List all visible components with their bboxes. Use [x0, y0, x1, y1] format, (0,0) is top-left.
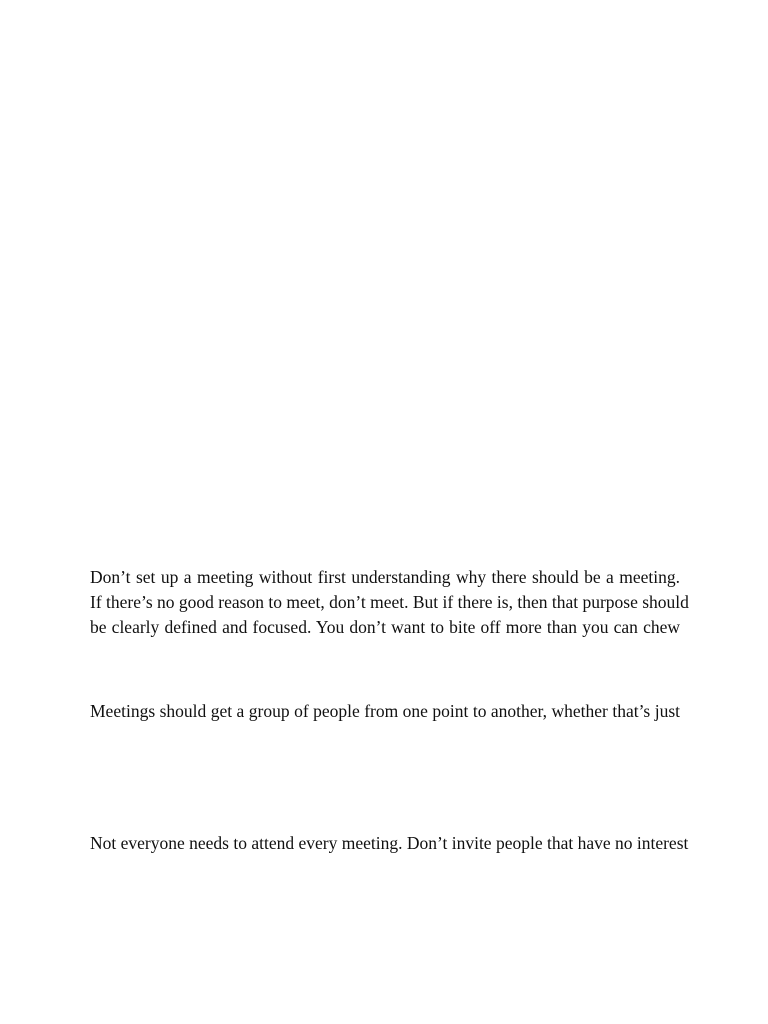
paragraph-meeting-attendees — [90, 831, 689, 856]
paragraph-line: Not everyone needs to attend every meeting. Don’t invite people that have no interest — [90, 833, 689, 853]
paragraph-meeting-purpose — [90, 565, 689, 640]
paragraph-line: be clearly defined and focused. You don’t want to bite off more than you can chew — [90, 617, 680, 637]
paragraph-line: Don’t set up a meeting without first understanding why there should be a meeting. — [90, 567, 680, 587]
paragraph-meeting-goals — [90, 699, 680, 724]
paragraph-line: Meetings should get a group of people from one point to another, whether that’s just — [90, 701, 680, 721]
paragraph-line: If there’s no good reason to meet, don’t meet. But if there is, then that purpose should — [90, 592, 689, 612]
